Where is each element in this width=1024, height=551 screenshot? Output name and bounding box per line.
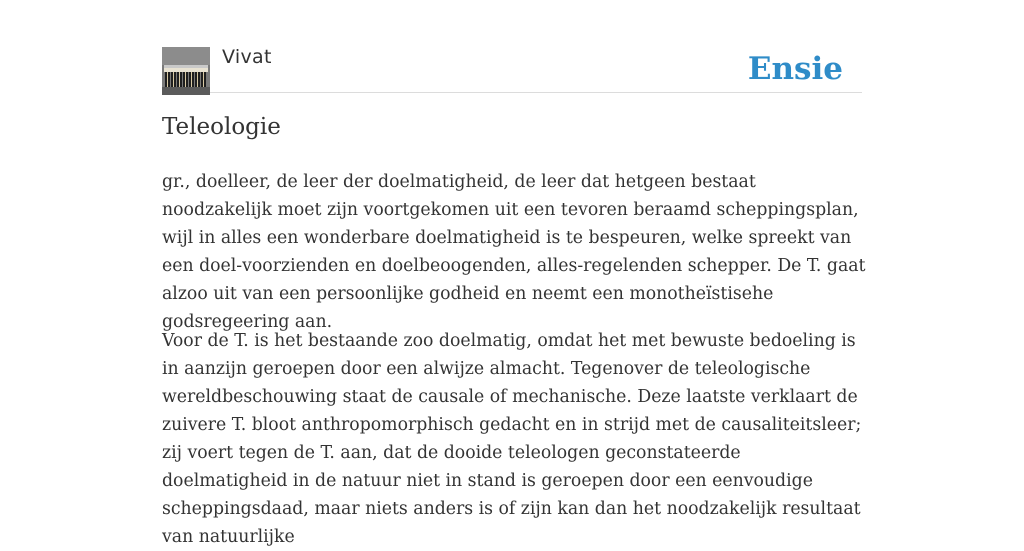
ensie-logo[interactable]: Ensie [747,51,843,87]
author-avatar[interactable] [162,47,210,95]
author-name[interactable]: Vivat [222,46,272,68]
books-avatar-icon [162,47,210,95]
article-title: Teleologie [162,114,281,140]
article-container [162,0,866,547]
article-header [162,0,862,93]
article-paragraph: gr., doelleer, de leer der doelmatigheid, de leer dat hetgeen bestaat noodzakelijk moet zijn voortgekomen uit een tevoren beraamd scheppingsplan, wijl in alles een wonderbare doelmatigheid is te bespeuren, welke spreekt van een doel-voorzienden en doelbeoogenden, alles-regelenden schepper. De T. gaat alzoo uit van een persoonlijke godheid en neemt een monotheïstisehe godsregeering aan. [162,172,866,332]
article-paragraph: Voor de T. is het bestaande zoo doelmatig, omdat het met bewuste bedoeling is in aanzijn geroepen door een alwijze almacht. Tegenover de teleologische wereldbeschouwing staat de causale of mechanische. Deze laatste verklaart de zuivere T. bloot anthropomorphisch gedacht en in strijd met de causaliteitsleer; zij voert tegen de T. aan, dat de dooide teleologen geconstateerde doelmatigheid in de natuur niet in stand is geroepen door een eenvoudige scheppingsdaad, maar niets anders is of zijn kan dan het noodzakelijk resultaat van natuurlijke [162,331,862,547]
